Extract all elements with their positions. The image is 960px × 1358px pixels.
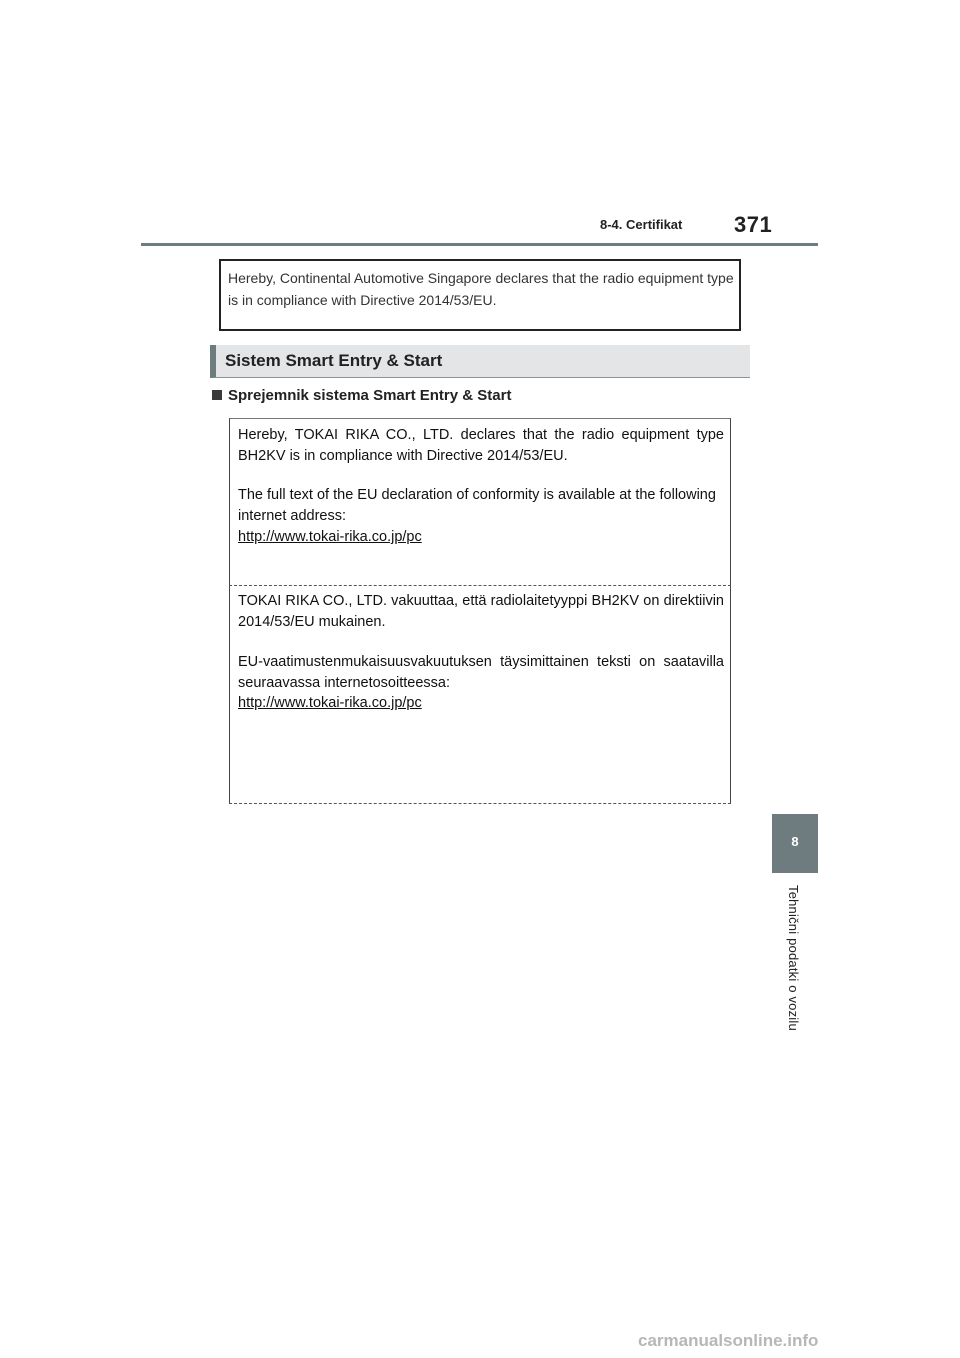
watermark: carmanualsonline.info xyxy=(638,1331,819,1350)
declaration-fi-url-link[interactable]: http://www.tokai-rika.co.jp/pc xyxy=(238,695,422,711)
declaration-en-url-link[interactable]: http://www.tokai-rika.co.jp/pc xyxy=(238,529,422,545)
declaration-bottom-border xyxy=(229,803,731,804)
notice-text: Hereby, Continental Automotive Singapore declares that the radio equipment type is in compliance with Directive 2014/53/EU. xyxy=(228,270,734,308)
chapter-section-label: 8-4. Certifikat xyxy=(600,217,683,232)
page-number: 371 xyxy=(734,212,773,237)
notice-box xyxy=(219,259,741,331)
declaration-fi-line1: TOKAI RIKA CO., LTD. vakuuttaa, että radiolaitetyyppi BH2KV on direktiivin 2014/53/EU mukainen. xyxy=(238,593,724,630)
sub-heading xyxy=(212,387,511,404)
declaration-en-line1: Hereby, TOKAI RIKA CO., LTD. declares that the radio equipment type BH2KV is in compliance with Directive 2014/53/EU. xyxy=(238,427,724,464)
chapter-side-label: Tehnični podatki o vozilu xyxy=(786,885,801,1031)
section-heading-text: Sistem Smart Entry & Start xyxy=(225,351,443,370)
sub-heading-text: Sprejemnik sistema Smart Entry & Start xyxy=(228,387,512,404)
header-rule xyxy=(141,243,818,246)
chapter-tab-number: 8 xyxy=(791,834,799,849)
declaration-fi-line2: EU-vaatimustenmukaisuusvakuutuksen täysimittainen teksti on saatavilla seuraavassa internetosoitteessa: xyxy=(238,654,724,691)
declaration-divider xyxy=(229,585,731,586)
declaration-en-line2: The full text of the EU declaration of conformity is available at the following internet address: xyxy=(238,487,716,524)
section-heading xyxy=(210,345,750,378)
square-bullet-icon xyxy=(212,390,222,400)
chapter-tab xyxy=(772,814,818,873)
